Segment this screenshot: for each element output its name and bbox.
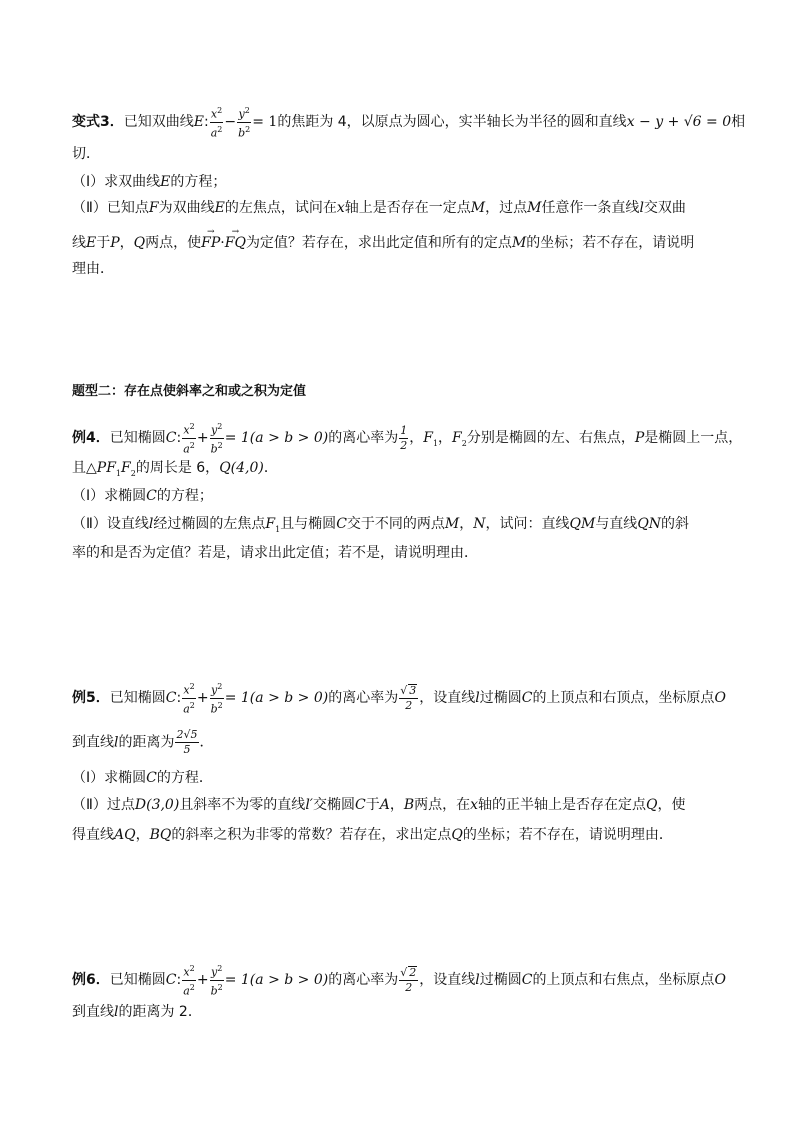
hyperbola-y-fraction: $\frac{y^2}{b^2}$	[238, 106, 251, 140]
ex4-line1: 例4．已知椭圆C: $\frac{x^2}{a^2}$ + $\frac{y^2}{b^2}$ = 1(a > b > 0)的离心率为 $\frac{1}{2}$ ，$F_1$，$F_2$分别是椭圆的左、右焦点，P是椭圆上一点，	[72, 422, 743, 456]
ex5-line2: 到直线l的距离为 $\frac{2√5}{5}$ ．	[72, 728, 214, 756]
ex6-line2: 到直线l的距离为 2．	[72, 1004, 202, 1020]
variant3-label: 变式3．	[72, 114, 124, 131]
variant3-question2-line1: （Ⅱ）已知点F为双曲线E的左焦点，试问在x轴上是否存在一定点M，过点M任意作一条直线l交双曲	[72, 200, 686, 216]
ex4-line2: 且$\triangle PF_1F_2$的周长是 6，Q(4,0)．	[72, 460, 278, 478]
eccentricity-sqrt3: $\frac{√ 3}{2}$	[400, 683, 417, 712]
variant3-question1: （Ⅰ）求双曲线E的方程；	[72, 174, 227, 190]
ex5-question2-line1: （Ⅱ）过点D(3,0)且斜率不为零的直线l′交椭圆C于A，B两点，在x轴的正半轴上是否存在定点Q，使	[72, 797, 686, 813]
ex4-question2-line2: 率的和是否为定值？若是，请求出此定值；若不是，请说明理由．	[72, 545, 478, 561]
distance-fraction: $\frac{2√5}{5}$	[176, 728, 198, 756]
variant3-question2-line2: 线E于P，Q两点，使→ FP·→ FQ为定值？若存在，求出此定值和所有的定点M的坐标；若不存在，请说明	[72, 233, 724, 253]
vector-fp: → FP	[201, 233, 220, 253]
ex5-question1: （Ⅰ）求椭圆C的方程．	[72, 770, 213, 786]
ex4-question2-line1: （Ⅱ）设直线l经过椭圆的左焦点$F_1$且与椭圆C交于不同的两点M，N，试问：直线QM与直线QN的斜	[72, 516, 690, 534]
eccentricity-half: $\frac{1}{2}$	[400, 423, 408, 452]
hyperbola-x-fraction: $\frac{x^2}{a^2}$	[210, 106, 223, 140]
variant3-line1: 变式3．已知双曲线E: $\frac{x^2}{a^2}$ − $\frac{y^2}{b^2}$ = 1的焦距为 4，以原点为圆心，实半轴长为半径的圆和直线x − y + √6 = 0相	[72, 106, 746, 140]
ex4-label: 例4．	[72, 430, 110, 447]
ex5-question2-line2: 得直线AQ，BQ的斜率之积为非零的常数？若存在，求出定点Q的坐标；若不存在，请说明理由．	[72, 827, 673, 843]
ex4-question1: （Ⅰ）求椭圆C的方程；	[72, 488, 213, 504]
ex5-label: 例5．	[72, 690, 110, 707]
type2-heading: 题型二：存在点使斜率之和或之积为定值	[72, 384, 307, 399]
vector-fq: → FQ	[225, 233, 246, 253]
variant3-line2: 切．	[72, 146, 100, 162]
eccentricity-sqrt2: $\frac{√ 2}{2}$	[400, 965, 417, 994]
ex6-line1: 例6．已知椭圆C: $\frac{x^2}{a^2}$ + $\frac{y^2}{b^2}$ = 1(a > b > 0)的离心率为 $\frac{√ 2}{2}$ ，设直线l过椭圆C的上顶点和右焦点，坐标原点O	[72, 964, 726, 998]
ex5-line1: 例5．已知椭圆C: $\frac{x^2}{a^2}$ + $\frac{y^2}{b^2}$ = 1(a > b > 0)的离心率为 $\frac{√ 3}{2}$ ，设直线l过椭圆C的上顶点和右顶点，坐标原点O	[72, 682, 726, 716]
variant3-question2-line3: 理由．	[72, 261, 114, 277]
ex6-label: 例6．	[72, 972, 110, 989]
